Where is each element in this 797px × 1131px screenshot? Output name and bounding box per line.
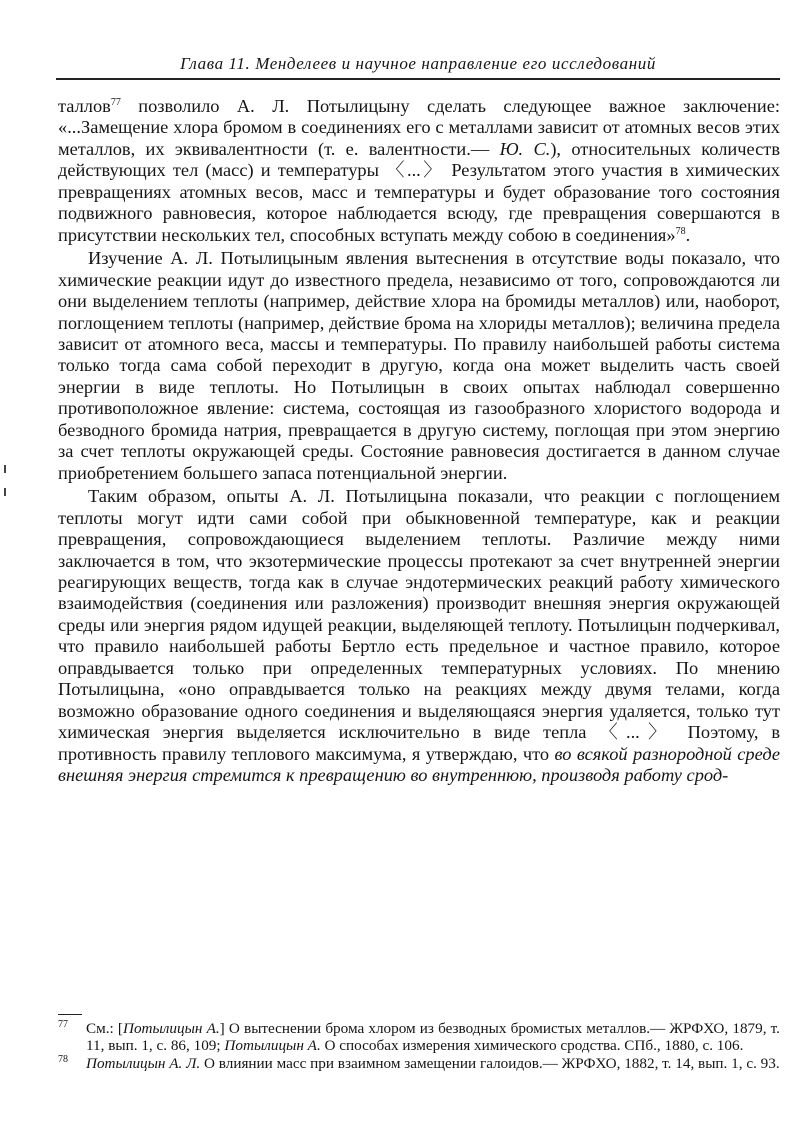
margin-mark — [4, 465, 6, 473]
footnote-rule — [58, 1014, 82, 1015]
paragraph-3: Таким образом, опыты А. Л. Потылицына показали, что реакции с поглощением теплоты могут идти сами собой при обыкновенной температуре, как и реакции превращения, сопровождающиеся выделением теплоты. Различие между ними заключается в том, что экзотермические процессы протекают за счет внутренней энергии реагирующих веществ, тогда как в случае эндотермических реакций работу химического взаимодействия (соединения или разложения) производит внешняя энергия окружающей среды или энергия рядом идущей реакции, выделяющей теплоту. Потылицын подчеркивал, что правило наибольшей работы Бертло есть предельное и частное правило, которое оправдывается только при определенных температурных условиях. По мнению Потылицына, «оно оправдывается только на реакциях между двумя телами, когда возможно образование одного соединения и выделяющаяся энергия удаляется, только тут химическая энергия выделяется исключительно в виде тепла 〈...〉 Поэтому, в противность правилу теплового максимума, я утверждаю, что во всякой разнородной среде внешняя энергия стремится к превращению во внутреннюю, производя работу срод- — [58, 486, 781, 786]
margin-mark — [4, 488, 6, 496]
footnote-ref-77[interactable]: 77 — [110, 96, 121, 108]
footnotes — [58, 1020, 780, 1072]
paragraph-1: таллов$^{77}$ позволило А. Л. Потылицыну сделать следующее важное заключение: «...Замещение хлора бромом в соединениях его с металлами зависит от атомных весов этих металлов, их эквивалентности (т. е. валентности.— Ю. С.), относительных количеств действующих тел (масс) и температуры 〈...〉 Результатом этого участия в химических превращениях атомных весов, масс и температуры и будет образование того состояния подвижного равновесия, которое наблюдается всюду, где превращения совершаются в присутствии нескольких тел, способных вступать между собою в соединения»$^{78}$. — [58, 96, 780, 245]
footnote-77: 77 См.: [Потылицын А.] О вытеснении брома хлором из безводных бромистых металлов.— ЖРФХО, 1879, т. 11, вып. 1, с. 86, 109; Потылицын А. О способах измерения химического сродства. СПб., 1880, с. 106. — [58, 1018, 780, 1055]
main-text — [58, 96, 780, 787]
running-head: Глава 11. Менделеев и научное направление его исследований — [56, 52, 780, 80]
paragraph-2: Изучение А. Л. Потылицыным явления вытеснения в отсутствие воды показало, что химические реакции идут до известного предела, независимо от того, сопровождаются ли они выделением теплоты (например, действие хлора на бромиды металлов) или, наоборот, поглощением теплоты (например, действие брома на хлориды металлов); величина предела зависит от атомного веса, массы и температуры. По правилу наибольшей работы система только тогда сама собой переходит в другую, когда она может выделить часть своей энергии в виде теплоты. Но Потылицын в своих опытах наблюдал совершенно противоположное явление: система, состоящая из газообразного хлористого водорода и безводного бромида натрия, превращается в другую систему, поглощая при этом энергию за счет теплоты окружающей среды. Состояние равновесия достигается в данном случае приобретением большего запаса потенциальной энергии. — [58, 248, 780, 483]
footnote-78: 78 Потылицын А. Л. О влиянии масс при взаимном замещении галоидов.— ЖРФХО, 1882, т. 14, вып. 1, с. 93. — [58, 1053, 780, 1072]
footnote-ref-78[interactable]: 78 — [675, 225, 686, 237]
